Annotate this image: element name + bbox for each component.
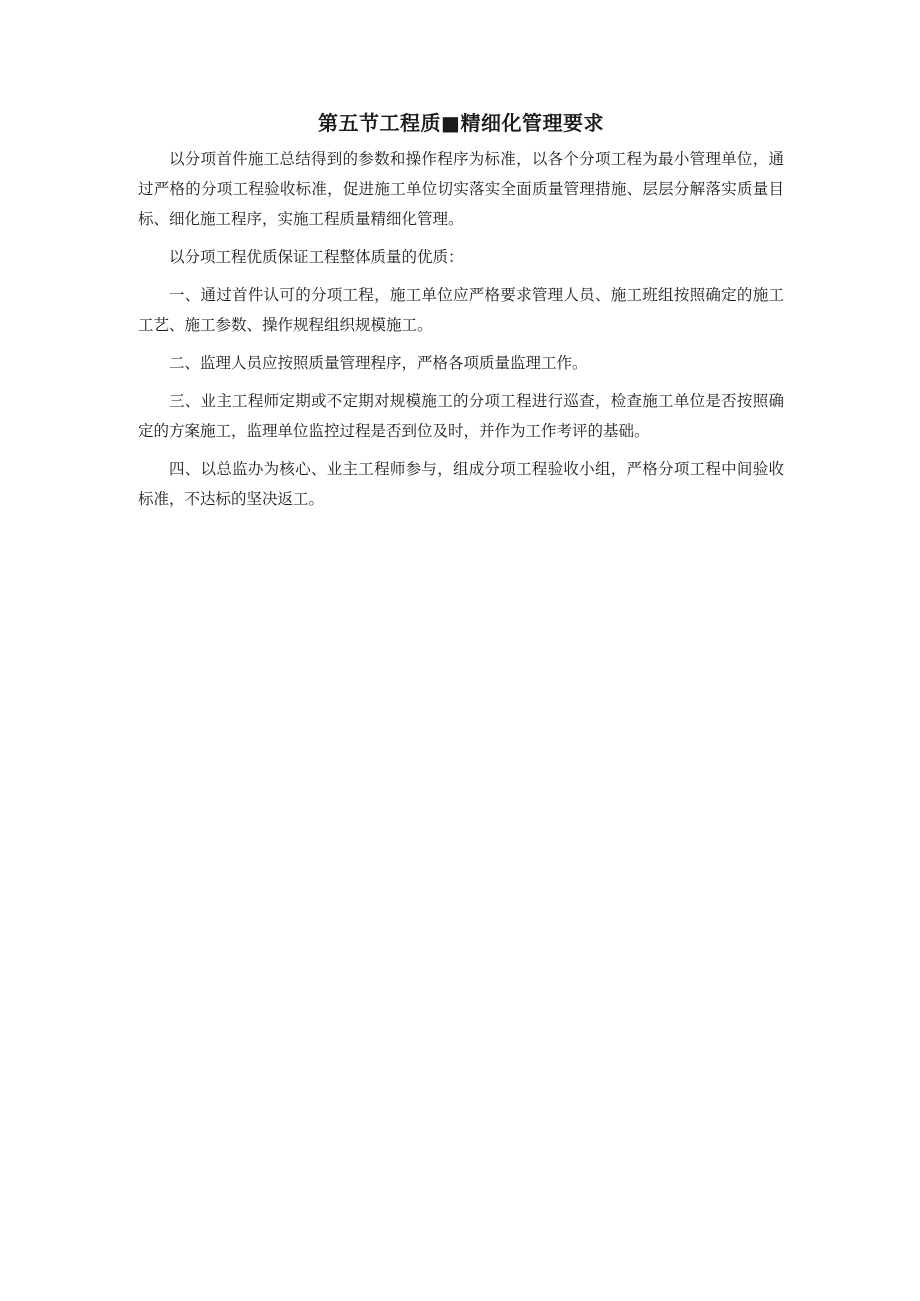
- paragraph-quality-statement: 以分项工程优质保证工程整体质量的优质：: [169, 248, 464, 266]
- paragraph-item-2: 二、监理人员应按照质量管理程序，严格各项质量监理工作。: [169, 354, 588, 372]
- paragraph-item-1: 一、通过首件认可的分项工程，施工单位应严格要求管理人员、施工班组按照确定的施工工艺、施工参数、操作规程组织规模施工。: [138, 286, 784, 334]
- paragraph-item-4: 四、以总监办为核心、业主工程师参与，组成分项工程验收小组，严格分项工程中间验收标准，不达标的坚决返工。: [138, 460, 784, 508]
- document-page: [138, 0, 784, 514]
- paragraph-item-3: 三、业主工程师定期或不定期对规模施工的分项工程进行巡查，检查施工单位是否按照确定的方案施工，监理单位监控过程是否到位及时，并作为工作考评的基础。: [138, 392, 784, 440]
- paragraph-intro: 以分项首件施工总结得到的参数和操作程序为标准，以各个分项工程为最小管理单位，通过严格的分项工程验收标准，促进施工单位切实落实全面质量管理措施、层层分解落实质量目标、细化施工程序，实施工程质量精细化管理。: [138, 150, 784, 228]
- document-title: 第五节工程质■精细化管理要求: [318, 111, 604, 135]
